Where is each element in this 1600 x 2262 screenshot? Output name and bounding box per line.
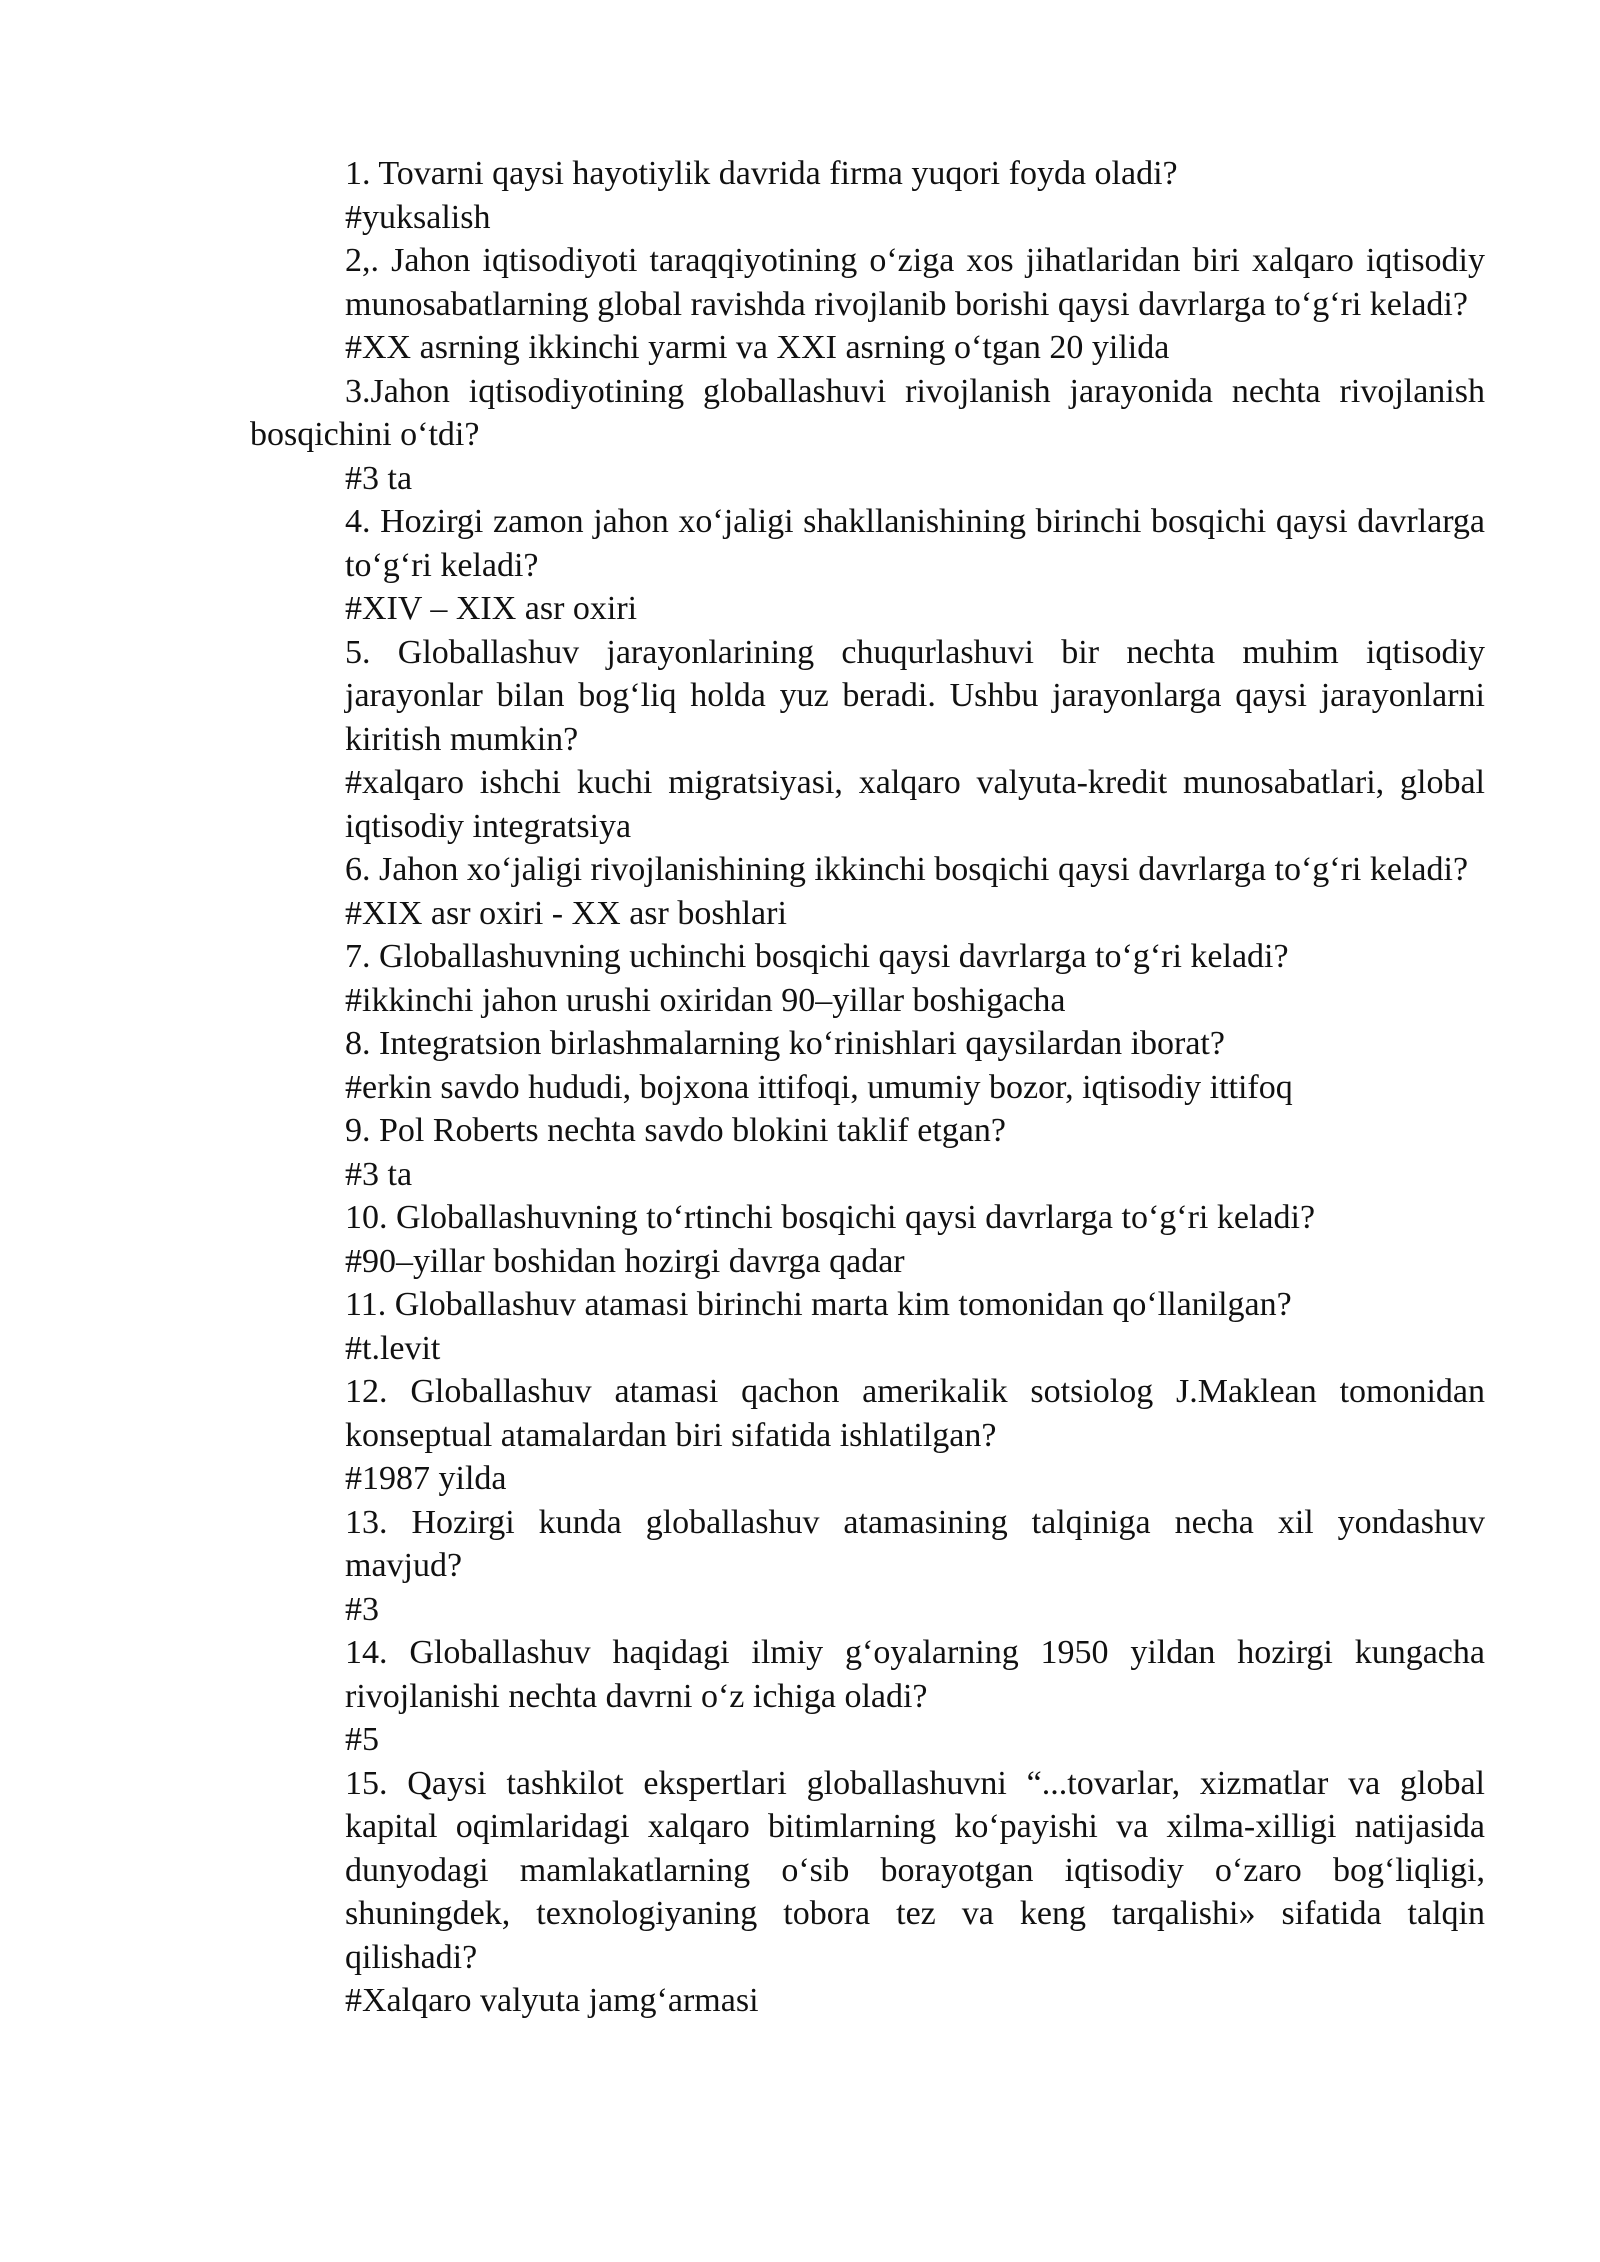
question-6: 6. Jahon xo‘jaligi rivojlanishining ikkinchi bosqichi qaysi davrlarga to‘g‘ri keladi? <box>345 851 1469 888</box>
answer-15: #Xalqaro valyuta jamg‘armasi <box>345 1982 759 2019</box>
answer-5: #xalqaro ishchi kuchi migratsiyasi, xalqaro valyuta-kredit munosabatlari, global iqtisodiy integratsiya <box>345 764 1485 845</box>
question-1: 1. Tovarni qaysi hayotiylik davrida firma yuqori foyda oladi? <box>345 155 1178 192</box>
question-12: 12. Globallashuv atamasi qachon amerikalik sotsiolog J.Maklean tomonidan konseptual atamalardan biri sifatida ishlatilgan? <box>345 1373 1485 1454</box>
question-3: 3.Jahon iqtisodiyotining globallashuvi rivojlanish jarayonida nechta rivojlanish bosqichini o‘tdi? <box>250 372 1485 453</box>
question-9: 9. Pol Roberts nechta savdo blokini taklif etgan? <box>345 1112 1006 1149</box>
question-11: 11. Globallashuv atamasi birinchi marta kim tomonidan qo‘llanilgan? <box>345 1286 1292 1323</box>
answer-1: #yuksalish <box>345 198 491 236</box>
question-4: 4. Hozirgi zamon jahon xo‘jaligi shakllanishining birinchi bosqichi qaysi davrlarga to‘g‘ri keladi? <box>345 503 1485 584</box>
answer-14: #5 <box>345 1721 379 1758</box>
question-15: 15. Qaysi tashkilot ekspertlari globallashuvni “...tovarlar, xizmatlar va global kapital oqimlaridagi xalqaro bitimlarning ko‘payishi va xilma-xilligi natijasida dunyodagi mamlakatlarning o‘sib borayotgan iqtisodiy o‘zaro bog‘liqligi, shuningdek, texnologiyaning tobora tez va keng tarqalishi» sifatida talqin qilishadi? <box>345 1764 1485 1976</box>
answer-3: #3 ta <box>345 459 413 497</box>
question-7: 7. Globallashuvning uchinchi bosqichi qaysi davrlarga to‘g‘ri keladi? <box>345 938 1289 975</box>
question-5: 5. Globallashuv jarayonlarining chuqurlashuvi bir nechta muhim iqtisodiy jarayonlar bilan bog‘liq holda yuz beradi. Ushbu jarayonlarga qaysi jarayonlarni kiritish mumkin? <box>345 633 1485 758</box>
answer-8: #erkin savdo hududi, bojxona ittifoqi, umumiy bozor, iqtisodiy ittifoq <box>345 1068 1293 1106</box>
question-2: 2,. Jahon iqtisodiyoti taraqqiyotining o‘ziga xos jihatlaridan biri xalqaro iqtisodiy munosabatlarning global ravishda rivojlanib borishi qaysi davrlarga to‘g‘ri keladi? <box>345 242 1485 323</box>
answer-4: #XIV – XIX asr oxiri <box>345 590 638 627</box>
answer-10: #90–yillar boshidan hozirgi davrga qadar <box>345 1242 905 1280</box>
question-8: 8. Integratsion birlashmalarning ko‘rinishlari qaysilardan iborat? <box>345 1025 1225 1062</box>
answer-6: #XIX asr oxiri - XX asr boshlari <box>345 894 787 932</box>
question-14: 14. Globallashuv haqidagi ilmiy g‘oyalarning 1950 yildan hozirgi kungacha rivojlanishi nechta davrni o‘z ichiga oladi? <box>345 1634 1485 1715</box>
answer-2: #XX asrning ikkinchi yarmi va XXI asrning o‘tgan 20 yilida <box>345 329 1170 366</box>
quiz-list <box>250 152 1485 2023</box>
question-13: 13. Hozirgi kunda globallashuv atamasining talqiniga necha xil yondashuv mavjud? <box>345 1503 1485 1584</box>
question-10: 10. Globallashuvning to‘rtinchi bosqichi qaysi davrlarga to‘g‘ri keladi? <box>345 1199 1316 1236</box>
answer-11: #t.levit <box>345 1329 441 1367</box>
answer-7: #ikkinchi jahon urushi oxiridan 90–yillar boshigacha <box>345 981 1066 1019</box>
answer-9: #3 ta <box>345 1155 413 1193</box>
answer-13: #3 <box>345 1590 379 1628</box>
answer-12: #1987 yilda <box>345 1460 507 1497</box>
